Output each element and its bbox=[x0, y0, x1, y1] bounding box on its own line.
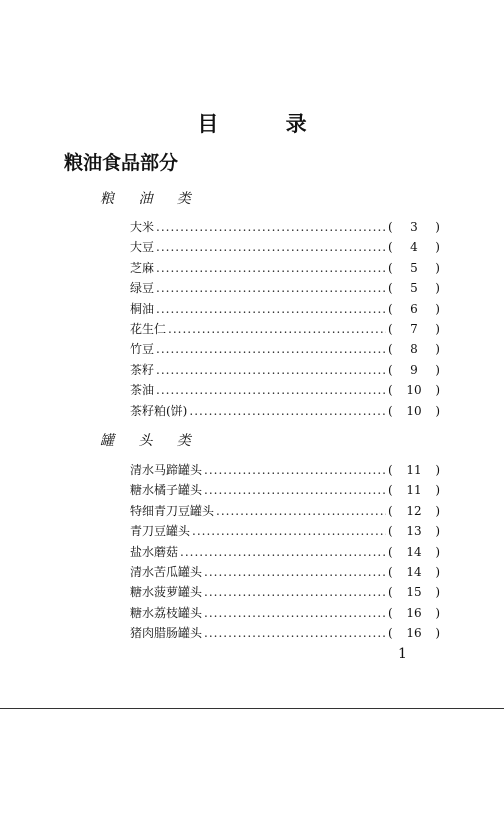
page-ref: 12 bbox=[406, 503, 422, 518]
toc-entry[interactable] bbox=[130, 299, 440, 319]
page-ref: 8 bbox=[410, 342, 418, 357]
dot-leader bbox=[192, 521, 386, 541]
dot-leader bbox=[156, 237, 386, 257]
toc-entry-label: 猪肉腊肠罐头 bbox=[130, 626, 203, 641]
toc-entry[interactable] bbox=[130, 562, 440, 582]
page-ref: 14 bbox=[406, 544, 422, 559]
toc-entry-page bbox=[388, 299, 440, 319]
paren-open: ( bbox=[388, 321, 393, 336]
toc-entry-page bbox=[388, 319, 440, 339]
dot-leader bbox=[204, 460, 386, 480]
toc-entry[interactable] bbox=[130, 603, 440, 623]
page-ref: 5 bbox=[410, 260, 418, 275]
toc-entry[interactable] bbox=[130, 480, 440, 500]
section-heading-canned: 罐 头 类 bbox=[100, 433, 201, 449]
toc-entry[interactable] bbox=[130, 278, 440, 298]
dot-leader bbox=[204, 582, 386, 602]
toc-entry-label: 茶籽 bbox=[130, 362, 155, 377]
toc-entry-label: 糖水菠萝罐头 bbox=[130, 585, 203, 600]
toc-entry[interactable] bbox=[130, 623, 440, 643]
toc-entry[interactable] bbox=[130, 258, 440, 278]
page-ref: 3 bbox=[410, 220, 418, 234]
toc-entry-label: 糖水荔枝罐头 bbox=[130, 605, 203, 620]
dot-leader bbox=[156, 339, 386, 359]
toc-entry-page bbox=[388, 460, 440, 480]
dot-leader bbox=[180, 542, 386, 562]
dot-leader bbox=[204, 562, 386, 582]
toc-entry-page bbox=[388, 623, 440, 643]
toc-entry-page bbox=[388, 603, 440, 623]
toc-entry[interactable] bbox=[130, 319, 440, 339]
paren-open: ( bbox=[388, 564, 393, 579]
paren-close: ) bbox=[435, 626, 440, 641]
dot-leader bbox=[204, 623, 386, 643]
toc-entry-label: 大豆 bbox=[130, 240, 155, 255]
paren-open: ( bbox=[388, 463, 393, 477]
page-ref: 16 bbox=[406, 605, 422, 620]
page-ref: 4 bbox=[410, 240, 418, 255]
paren-open: ( bbox=[388, 403, 393, 418]
toc-entry-label: 盐水蘑菇 bbox=[130, 544, 179, 559]
toc-entry-page bbox=[388, 217, 440, 237]
toc-entry[interactable] bbox=[130, 542, 440, 562]
toc-entry[interactable] bbox=[130, 582, 440, 602]
page-ref: 5 bbox=[410, 281, 418, 296]
toc-entry[interactable] bbox=[130, 380, 440, 400]
paren-close: ) bbox=[435, 383, 440, 398]
toc-entry-page bbox=[388, 480, 440, 500]
toc-entry[interactable] bbox=[130, 217, 440, 237]
toc-entry-page bbox=[388, 258, 440, 278]
toc-entry-page bbox=[388, 521, 440, 541]
toc-entry[interactable] bbox=[130, 501, 440, 521]
toc-entry-page bbox=[388, 339, 440, 359]
dot-leader bbox=[189, 401, 386, 421]
bottom-rule bbox=[0, 708, 504, 709]
toc-entry-label: 大米 bbox=[130, 220, 155, 234]
paren-close: ) bbox=[435, 544, 440, 559]
paren-close: ) bbox=[435, 585, 440, 600]
paren-open: ( bbox=[388, 585, 393, 600]
paren-close: ) bbox=[435, 524, 440, 539]
toc-entry-label: 青刀豆罐头 bbox=[130, 524, 191, 539]
toc-entry-label: 绿豆 bbox=[130, 281, 155, 296]
paren-open: ( bbox=[388, 544, 393, 559]
dot-leader bbox=[204, 480, 386, 500]
toc-entry-page bbox=[388, 542, 440, 562]
toc-entry-page bbox=[388, 380, 440, 400]
part-title: 粮油食品部分 bbox=[64, 152, 179, 174]
dot-leader bbox=[156, 258, 386, 278]
toc-entry-label: 茶油 bbox=[130, 383, 155, 398]
dot-leader bbox=[204, 603, 386, 623]
dot-leader bbox=[216, 501, 386, 521]
page-ref: 9 bbox=[410, 362, 418, 377]
dot-leader bbox=[156, 217, 386, 237]
paren-close: ) bbox=[435, 564, 440, 579]
toc-entry-page bbox=[388, 278, 440, 298]
paren-close: ) bbox=[435, 463, 440, 477]
toc-entry-page bbox=[388, 360, 440, 380]
page-title: 目 录 bbox=[197, 112, 337, 136]
paren-open: ( bbox=[388, 342, 393, 357]
dot-leader bbox=[156, 299, 386, 319]
page-ref: 7 bbox=[410, 321, 418, 336]
toc-entry[interactable] bbox=[130, 521, 440, 541]
paren-open: ( bbox=[388, 220, 393, 234]
toc-entry-page bbox=[388, 582, 440, 602]
page-ref: 11 bbox=[406, 483, 422, 498]
toc-entry[interactable] bbox=[130, 360, 440, 380]
paren-close: ) bbox=[435, 605, 440, 620]
paren-open: ( bbox=[388, 503, 393, 518]
paren-close: ) bbox=[435, 260, 440, 275]
page-number: 1 bbox=[398, 646, 407, 662]
paren-open: ( bbox=[388, 281, 393, 296]
toc-entry[interactable] bbox=[130, 339, 440, 359]
toc-entry-page bbox=[388, 237, 440, 257]
toc-entry-label: 花生仁 bbox=[130, 321, 167, 336]
toc-entry-page bbox=[388, 562, 440, 582]
page-ref: 15 bbox=[406, 585, 422, 600]
page-ref: 10 bbox=[406, 403, 422, 418]
section-heading-grain-oil: 粮 油 类 bbox=[100, 191, 201, 207]
toc-entry[interactable] bbox=[130, 237, 440, 257]
paren-close: ) bbox=[435, 220, 440, 234]
paren-open: ( bbox=[388, 605, 393, 620]
paren-close: ) bbox=[435, 362, 440, 377]
paren-close: ) bbox=[435, 321, 440, 336]
toc-entry[interactable] bbox=[130, 401, 440, 421]
page-ref: 16 bbox=[406, 626, 422, 641]
paren-open: ( bbox=[388, 524, 393, 539]
toc-entry-page bbox=[388, 501, 440, 521]
paren-open: ( bbox=[388, 301, 393, 316]
page-ref: 13 bbox=[406, 524, 422, 539]
paren-close: ) bbox=[435, 503, 440, 518]
toc-entry-page bbox=[388, 401, 440, 421]
toc-list-canned bbox=[130, 460, 440, 644]
toc-entry-label: 特细青刀豆罐头 bbox=[130, 503, 215, 518]
toc-entry-label: 清水苦瓜罐头 bbox=[130, 564, 203, 579]
dot-leader bbox=[156, 278, 386, 298]
page-ref: 11 bbox=[406, 463, 422, 477]
toc-list-grain-oil bbox=[130, 217, 440, 421]
paren-open: ( bbox=[388, 362, 393, 377]
page-ref: 6 bbox=[410, 301, 418, 316]
dot-leader bbox=[156, 360, 386, 380]
paren-open: ( bbox=[388, 260, 393, 275]
page-ref: 14 bbox=[406, 564, 422, 579]
toc-entry[interactable] bbox=[130, 460, 440, 480]
toc-entry-label: 竹豆 bbox=[130, 342, 155, 357]
toc-entry-label: 糖水橘子罐头 bbox=[130, 483, 203, 498]
toc-entry-label: 芝麻 bbox=[130, 260, 155, 275]
dot-leader bbox=[168, 319, 386, 339]
paren-close: ) bbox=[435, 403, 440, 418]
paren-close: ) bbox=[435, 342, 440, 357]
paren-close: ) bbox=[435, 301, 440, 316]
dot-leader bbox=[156, 380, 386, 400]
paren-open: ( bbox=[388, 383, 393, 398]
paren-close: ) bbox=[435, 483, 440, 498]
paren-open: ( bbox=[388, 240, 393, 255]
toc-entry-label: 茶籽粕(饼) bbox=[130, 403, 188, 418]
paren-open: ( bbox=[388, 626, 393, 641]
paren-open: ( bbox=[388, 483, 393, 498]
toc-entry-label: 桐油 bbox=[130, 301, 155, 316]
toc-entry-label: 清水马蹄罐头 bbox=[130, 463, 203, 477]
page-ref: 10 bbox=[406, 383, 422, 398]
paren-close: ) bbox=[435, 281, 440, 296]
paren-close: ) bbox=[435, 240, 440, 255]
